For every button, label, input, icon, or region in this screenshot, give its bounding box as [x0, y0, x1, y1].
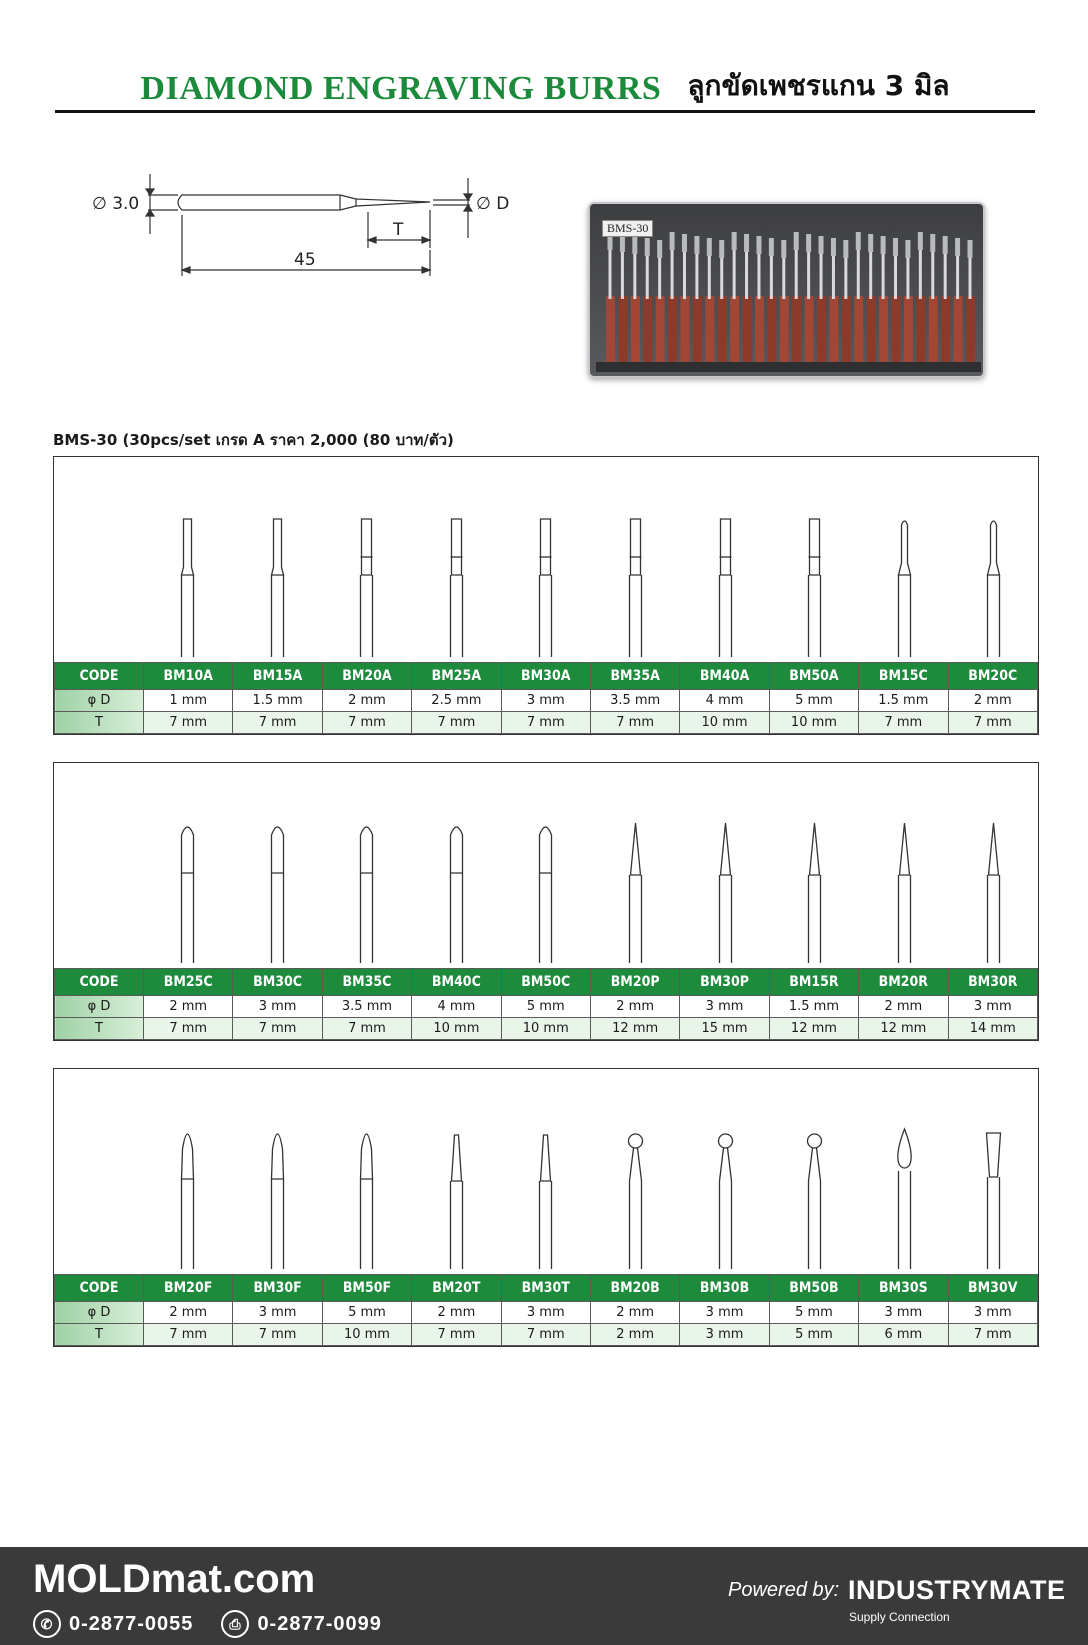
- tip-length-cell: 7 mm: [948, 1324, 1037, 1346]
- burr-shape-point: [860, 763, 949, 968]
- code-cell: BM30R: [948, 969, 1037, 996]
- row-header-tip-length: T: [55, 712, 144, 734]
- photo-tool-tip: [893, 238, 898, 256]
- burr-shape-round-cyl: [322, 763, 411, 968]
- burr-shape-cyl: [501, 457, 590, 662]
- photo-tool-handle: [879, 296, 888, 364]
- photo-tool-shaft: [733, 244, 736, 299]
- photo-tool-shaft: [919, 244, 922, 299]
- burr-drawing-bm20a: [322, 457, 411, 662]
- photo-tool-shaft: [869, 244, 872, 299]
- burr-shape-cyl: [770, 457, 859, 662]
- code-cell: BM30V: [948, 1275, 1037, 1302]
- table-row-tip-length: [55, 1018, 1038, 1040]
- box-label: BMS-30: [602, 220, 653, 237]
- photo-tool-handle: [929, 296, 938, 364]
- burr-shape-inv-cone: [949, 1069, 1038, 1274]
- diameter-cell: 3 mm: [680, 996, 769, 1018]
- contact-info: [33, 1610, 382, 1638]
- photo-tool-shaft: [807, 244, 810, 299]
- burr-drawing-bm40a: [681, 457, 770, 662]
- total-length-label: 45: [294, 250, 316, 270]
- photo-tool-handle: [643, 296, 652, 364]
- burr-drawing-bm30f: [233, 1069, 322, 1274]
- tip-length-cell: 7 mm: [859, 712, 948, 734]
- burr-drawing-bm30r: [949, 763, 1038, 968]
- photo-tool-shaft: [683, 244, 686, 299]
- photo-tool-tip: [819, 236, 824, 254]
- tip-length-cell: 7 mm: [322, 1018, 411, 1040]
- code-cell: BM30P: [680, 969, 769, 996]
- table-row-diameter: [55, 996, 1038, 1018]
- photo-tool-tip: [719, 240, 724, 258]
- row-header-code: CODE: [55, 663, 144, 690]
- diameter-cell: 4 mm: [412, 996, 501, 1018]
- code-cell: BM35A: [590, 663, 679, 690]
- diameter-cell: 3 mm: [948, 996, 1037, 1018]
- burr-drawing-bm50c: [501, 763, 590, 968]
- phone-icon: ✆: [33, 1610, 61, 1638]
- code-cell: BM30B: [680, 1275, 769, 1302]
- photo-tool-shaft: [609, 244, 612, 299]
- burr-drawing-bm20t: [412, 1069, 501, 1274]
- code-cell: BM20A: [322, 663, 411, 690]
- diameter-cell: 2.5 mm: [412, 690, 501, 712]
- photo-tool-tip: [918, 232, 923, 250]
- tip-length-cell: 3 mm: [680, 1324, 769, 1346]
- burr-dimension-drawing: [88, 170, 528, 300]
- burr-drawing-bm15r: [770, 763, 859, 968]
- code-cell: BM15R: [769, 969, 858, 996]
- code-cell: BM30C: [233, 969, 322, 996]
- tip-length-cell: 7 mm: [501, 712, 590, 734]
- burr-shape-flame: [322, 1069, 411, 1274]
- burr-shape-cyl: [591, 457, 680, 662]
- code-cell: BM30T: [501, 1275, 590, 1302]
- burr-panel-1: [53, 456, 1039, 735]
- tip-length-cell: 7 mm: [233, 1018, 322, 1040]
- photo-tool-shaft: [857, 244, 860, 299]
- burr-drawing-bm40c: [412, 763, 501, 968]
- table-row-code: [55, 1275, 1038, 1302]
- photo-tool-tip: [694, 236, 699, 254]
- photo-tool-tip: [881, 236, 886, 254]
- photo-tool-shaft: [745, 244, 748, 299]
- partner-logo-text[interactable]: INDUSTRYMATE: [848, 1575, 1066, 1605]
- burr-shape-taper: [412, 1069, 501, 1274]
- photo-tool-handle: [767, 296, 776, 364]
- diameter-cell: 3.5 mm: [322, 996, 411, 1018]
- burr-drawing-bm35a: [591, 457, 680, 662]
- photo-tool-shaft: [671, 244, 674, 299]
- diameter-cell: 1.5 mm: [233, 690, 322, 712]
- diameter-cell: 1.5 mm: [859, 690, 948, 712]
- burr-shape-drop: [860, 1069, 949, 1274]
- tip-length-cell: 14 mm: [948, 1018, 1037, 1040]
- code-cell: BM50A: [769, 663, 858, 690]
- tip-length-cell: 5 mm: [769, 1324, 858, 1346]
- tip-length-cell: 7 mm: [948, 712, 1037, 734]
- code-cell: BM20B: [590, 1275, 679, 1302]
- code-cell: BM15A: [233, 663, 322, 690]
- brand-logo-text[interactable]: MOLDmat.com: [33, 1557, 316, 1601]
- set-price-info: BMS-30 (30pcs/set เกรด A ราคา 2,000 (80 บาท/ตัว): [53, 431, 454, 449]
- table-row-tip-length: [55, 1324, 1038, 1346]
- tip-length-cell: 6 mm: [859, 1324, 948, 1346]
- photo-tool-tip: [732, 232, 737, 250]
- row-header-code: CODE: [55, 1275, 144, 1302]
- shank-diameter-label: ∅ 3.0: [92, 194, 140, 214]
- burr-shape-flame: [233, 1069, 322, 1274]
- photo-tool-tip: [756, 236, 761, 254]
- photo-tool-tip: [744, 234, 749, 252]
- burr-shape-cyl: [322, 457, 411, 662]
- page-header: [55, 58, 1035, 108]
- photo-tool-shaft: [621, 244, 624, 299]
- burr-drawing-bm30b: [681, 1069, 770, 1274]
- fax-number[interactable]: 0-2877-0099: [257, 1612, 382, 1635]
- phone-number[interactable]: 0-2877-0055: [69, 1612, 194, 1635]
- spec-table: [54, 1274, 1038, 1346]
- photo-tool-handle: [941, 296, 950, 364]
- photo-tool-tip: [781, 240, 786, 258]
- code-cell: BM20C: [948, 663, 1037, 690]
- diameter-cell: 3 mm: [233, 996, 322, 1018]
- burr-drawing-bm20p: [591, 763, 680, 968]
- burr-shape-ball: [681, 1069, 770, 1274]
- diameter-cell: 5 mm: [501, 996, 590, 1018]
- code-cell: BM50F: [322, 1275, 411, 1302]
- burr-drawing-bm50f: [322, 1069, 411, 1274]
- burr-drawing-bm30p: [681, 763, 770, 968]
- tip-length-cell: 7 mm: [233, 712, 322, 734]
- photo-tool-tip: [943, 236, 948, 254]
- burr-shape-point: [681, 763, 770, 968]
- photo-tool-handle: [780, 296, 789, 364]
- photo-tool-tip: [868, 234, 873, 252]
- burr-drawing-bm20f: [143, 1069, 232, 1274]
- photo-tool-handle: [829, 296, 838, 364]
- burr-shape-round-cyl: [412, 763, 501, 968]
- tip-length-cell: 7 mm: [412, 1324, 501, 1346]
- diameter-cell: 2 mm: [322, 690, 411, 712]
- photo-tool-handle: [842, 296, 851, 364]
- code-cell: BM20F: [144, 1275, 233, 1302]
- fax-icon: ⎙: [221, 1610, 249, 1638]
- photo-tool-handle: [892, 296, 901, 364]
- photo-tool-tip: [905, 240, 910, 258]
- burr-drawing-bm20c: [949, 457, 1038, 662]
- footer-bar: [0, 1547, 1088, 1645]
- page-title: DIAMOND ENGRAVING BURRS: [140, 70, 662, 107]
- tip-length-cell: 12 mm: [590, 1018, 679, 1040]
- photo-tool-handle: [817, 296, 826, 364]
- tip-length-cell: 7 mm: [501, 1324, 590, 1346]
- burr-drawing-bm30s: [860, 1069, 949, 1274]
- tip-diameter-label: ∅ D: [476, 194, 510, 214]
- burr-shape-point: [949, 763, 1038, 968]
- tip-length-cell: 2 mm: [590, 1324, 679, 1346]
- photo-tool-handle: [916, 296, 925, 364]
- diameter-cell: 5 mm: [769, 1302, 858, 1324]
- diameter-cell: 2 mm: [144, 1302, 233, 1324]
- code-cell: BM50B: [769, 1275, 858, 1302]
- burr-drawing-bm50b: [770, 1069, 859, 1274]
- tip-length-cell: 12 mm: [859, 1018, 948, 1040]
- row-header-diameter: φ D: [55, 996, 144, 1018]
- tip-length-cell: 12 mm: [769, 1018, 858, 1040]
- code-cell: BM30S: [859, 1275, 948, 1302]
- photo-tool-tip: [632, 236, 637, 254]
- burr-shape-ball: [591, 1069, 680, 1274]
- burr-shape-point: [591, 763, 680, 968]
- photo-tool-handle: [966, 296, 975, 364]
- tip-length-cell: 15 mm: [680, 1018, 769, 1040]
- photo-tool-tip: [645, 238, 650, 256]
- tip-length-cell: 10 mm: [322, 1324, 411, 1346]
- burr-drawings-row: [54, 457, 1038, 662]
- code-cell: BM30A: [501, 663, 590, 690]
- burr-panel-3: [53, 1068, 1039, 1347]
- photo-tool-handle: [867, 296, 876, 364]
- photo-tool-tip: [806, 234, 811, 252]
- burr-drawing-bm25a: [412, 457, 501, 662]
- photo-tool-tip: [769, 238, 774, 256]
- table-row-code: [55, 969, 1038, 996]
- burr-drawing-bm50a: [770, 457, 859, 662]
- code-cell: BM10A: [144, 663, 233, 690]
- tip-length-cell: 10 mm: [501, 1018, 590, 1040]
- photo-tool-tip: [657, 240, 662, 258]
- burr-shape-cyl: [412, 457, 501, 662]
- row-header-code: CODE: [55, 969, 144, 996]
- photo-tool-handle: [792, 296, 801, 364]
- spec-table: [54, 968, 1038, 1040]
- burr-shape-taper-round: [860, 457, 949, 662]
- photo-tool-tip: [843, 240, 848, 258]
- burr-drawing-bm35c: [322, 763, 411, 968]
- tip-length-cell: 7 mm: [144, 1324, 233, 1346]
- tip-length-label: T: [393, 220, 404, 240]
- diameter-cell: 2 mm: [144, 996, 233, 1018]
- diameter-cell: 2 mm: [412, 1302, 501, 1324]
- photo-tool-handle: [606, 296, 615, 364]
- photo-tray-edge: [596, 362, 981, 372]
- page-title-thai: ลูกขัดเพชรแกน 3 มิล: [687, 69, 950, 102]
- burr-shape-flame: [143, 1069, 232, 1274]
- photo-tool-tip: [930, 234, 935, 252]
- burr-panel-2: [53, 762, 1039, 1041]
- partner-tagline: Supply Connection: [849, 1610, 950, 1624]
- burr-shape-point: [770, 763, 859, 968]
- code-cell: BM20P: [590, 969, 679, 996]
- diameter-cell: 3.5 mm: [590, 690, 679, 712]
- table-row-diameter: [55, 690, 1038, 712]
- photo-tool-handle: [693, 296, 702, 364]
- photo-tool-tip: [794, 232, 799, 250]
- photo-tool-tip: [707, 238, 712, 256]
- diameter-cell: 3 mm: [859, 1302, 948, 1324]
- tip-length-cell: 10 mm: [680, 712, 769, 734]
- burr-shape-taper-cyl: [233, 457, 322, 662]
- code-cell: BM35C: [322, 969, 411, 996]
- photo-tool-handle: [854, 296, 863, 364]
- photo-tool-handle: [705, 296, 714, 364]
- photo-tool-tip: [831, 238, 836, 256]
- code-cell: BM20T: [412, 1275, 501, 1302]
- photo-tool-handle: [805, 296, 814, 364]
- diameter-cell: 3 mm: [948, 1302, 1037, 1324]
- tip-length-cell: 7 mm: [412, 712, 501, 734]
- dimension-diagram: [88, 170, 528, 300]
- tip-length-cell: 7 mm: [322, 712, 411, 734]
- code-cell: BM20R: [859, 969, 948, 996]
- photo-tool-handle: [730, 296, 739, 364]
- code-cell: BM25C: [144, 969, 233, 996]
- photo-tool-shaft: [931, 244, 934, 299]
- diameter-cell: 1 mm: [144, 690, 233, 712]
- burr-drawing-bm20b: [591, 1069, 680, 1274]
- burr-shape-taper-round: [949, 457, 1038, 662]
- burr-drawing-bm15c: [860, 457, 949, 662]
- table-row-tip-length: [55, 712, 1038, 734]
- row-header-tip-length: T: [55, 1324, 144, 1346]
- photo-tool-tip: [856, 232, 861, 250]
- burr-drawing-bm30c: [233, 763, 322, 968]
- table-row-diameter: [55, 1302, 1038, 1324]
- row-header-diameter: φ D: [55, 690, 144, 712]
- diameter-cell: 2 mm: [590, 996, 679, 1018]
- burr-shape-round-cyl: [233, 763, 322, 968]
- tip-length-cell: 10 mm: [412, 1018, 501, 1040]
- burr-drawing-bm20r: [860, 763, 949, 968]
- photo-tool-handle: [904, 296, 913, 364]
- burr-drawings-row: [54, 763, 1038, 968]
- diameter-cell: 3 mm: [680, 1302, 769, 1324]
- photo-tool-handle: [618, 296, 627, 364]
- title-divider: [55, 110, 1035, 113]
- photo-tool-handle: [631, 296, 640, 364]
- burr-shape-round-cyl: [143, 763, 232, 968]
- table-row-code: [55, 663, 1038, 690]
- diameter-cell: 2 mm: [590, 1302, 679, 1324]
- row-header-diameter: φ D: [55, 1302, 144, 1324]
- burr-drawing-bm10a: [143, 457, 232, 662]
- burr-shape-ball: [770, 1069, 859, 1274]
- code-cell: BM30F: [233, 1275, 322, 1302]
- code-cell: BM40C: [412, 969, 501, 996]
- photo-tool-handle: [954, 296, 963, 364]
- burr-drawings-row: [54, 1069, 1038, 1274]
- row-header-tip-length: T: [55, 1018, 144, 1040]
- burr-drawing-bm15a: [233, 457, 322, 662]
- burr-drawing-bm30a: [501, 457, 590, 662]
- photo-tool-tip: [955, 238, 960, 256]
- diameter-cell: 3 mm: [233, 1302, 322, 1324]
- tip-length-cell: 7 mm: [144, 1018, 233, 1040]
- burr-drawing-bm25c: [143, 763, 232, 968]
- photo-tool-tip: [670, 232, 675, 250]
- product-set-photo: [588, 202, 985, 378]
- photo-tool-handle: [755, 296, 764, 364]
- photo-tool-tip: [968, 240, 973, 258]
- tip-length-cell: 7 mm: [233, 1324, 322, 1346]
- diameter-cell: 3 mm: [501, 690, 590, 712]
- burr-shape-taper-cyl: [143, 457, 232, 662]
- photo-tool-handle: [718, 296, 727, 364]
- code-cell: BM40A: [680, 663, 769, 690]
- burr-shape-cyl: [681, 457, 770, 662]
- photo-tool-tip: [682, 234, 687, 252]
- photo-tool-handle: [680, 296, 689, 364]
- tip-length-cell: 7 mm: [590, 712, 679, 734]
- diameter-cell: 5 mm: [769, 690, 858, 712]
- code-cell: BM15C: [859, 663, 948, 690]
- diameter-cell: 3 mm: [501, 1302, 590, 1324]
- code-cell: BM50C: [501, 969, 590, 996]
- photo-tool-handle: [668, 296, 677, 364]
- diameter-cell: 2 mm: [859, 996, 948, 1018]
- burr-shape-round-cyl: [501, 763, 590, 968]
- spec-table: [54, 662, 1038, 734]
- code-cell: BM25A: [412, 663, 501, 690]
- burr-drawing-bm30v: [949, 1069, 1038, 1274]
- photo-tool-handle: [656, 296, 665, 364]
- powered-by-label: Powered by:: [728, 1579, 840, 1601]
- burr-shape-taper: [501, 1069, 590, 1274]
- diameter-cell: 1.5 mm: [769, 996, 858, 1018]
- diameter-cell: 5 mm: [322, 1302, 411, 1324]
- diameter-cell: 2 mm: [948, 690, 1037, 712]
- photo-tool-shaft: [795, 244, 798, 299]
- diameter-cell: 4 mm: [680, 690, 769, 712]
- tip-length-cell: 7 mm: [144, 712, 233, 734]
- tip-length-cell: 10 mm: [769, 712, 858, 734]
- photo-tool-handle: [743, 296, 752, 364]
- burr-drawing-bm30t: [501, 1069, 590, 1274]
